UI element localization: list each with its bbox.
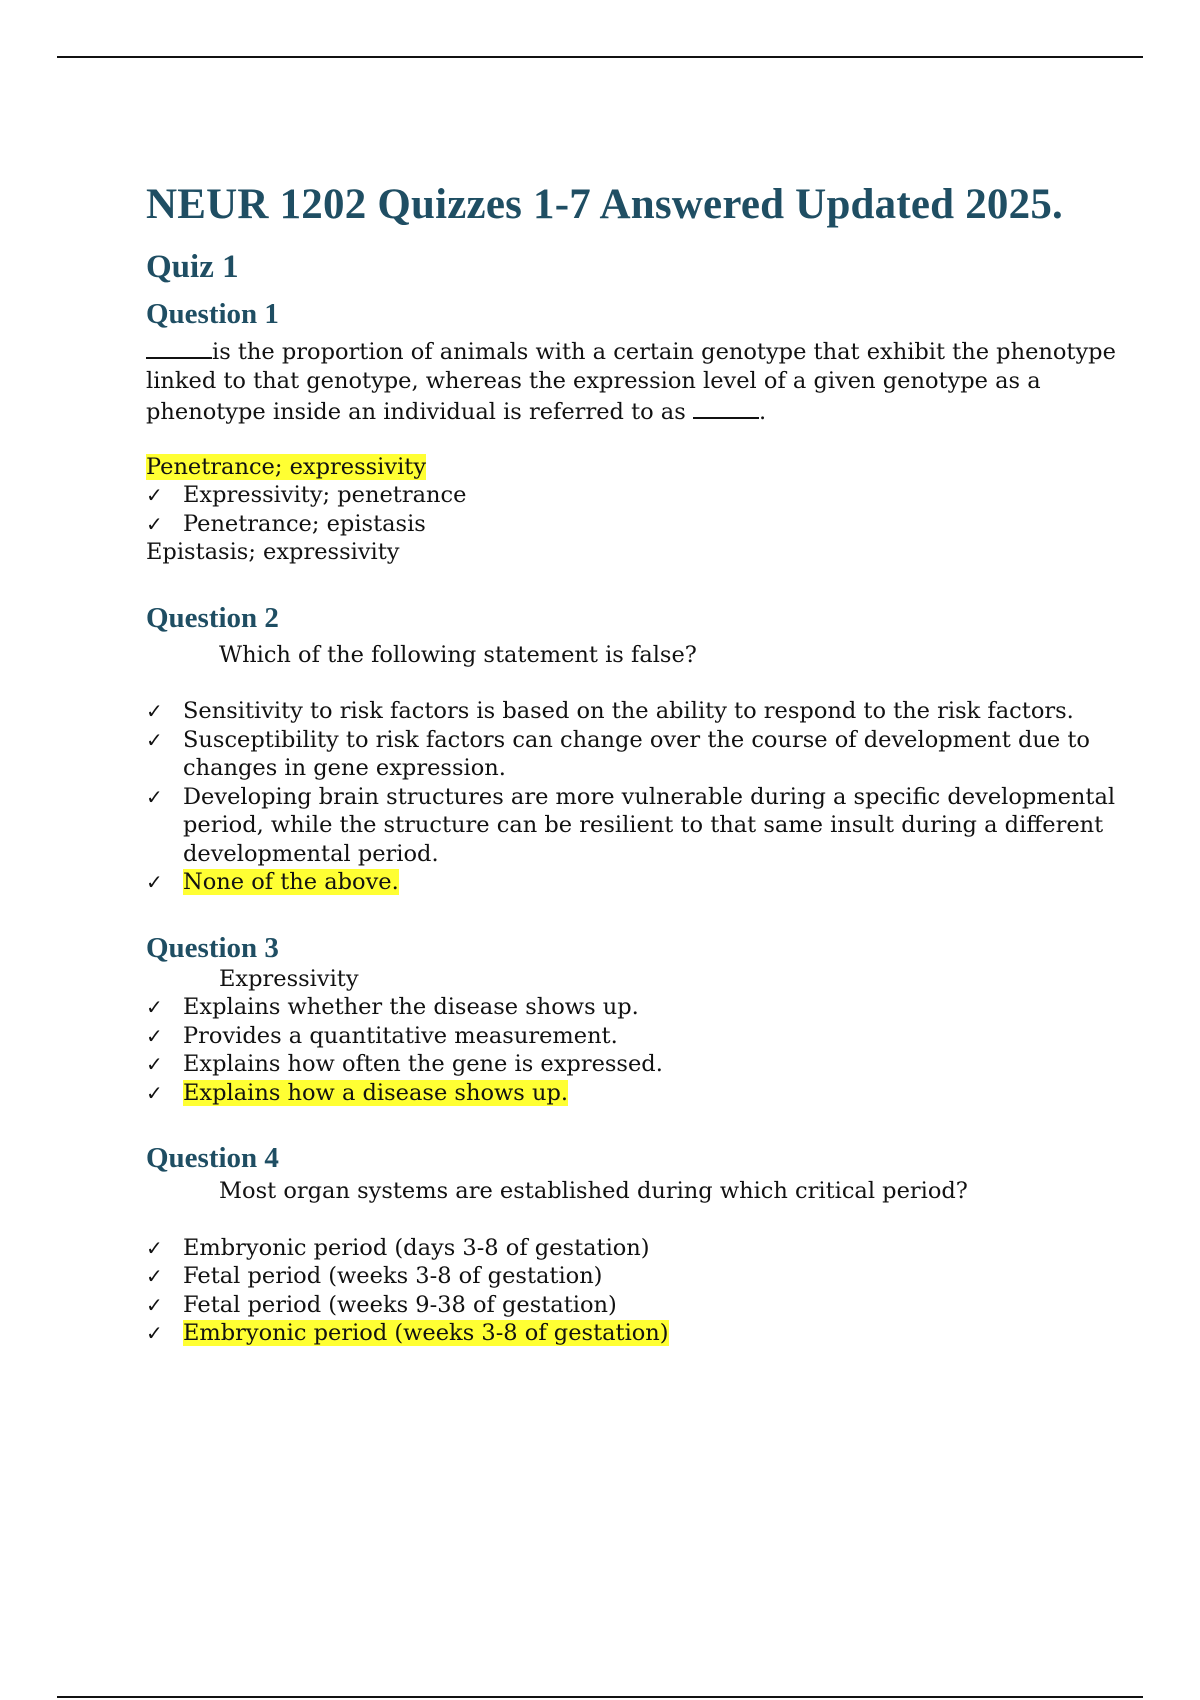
highlighted-answer: Penetrance; expressivity (146, 453, 427, 480)
checkmark-icon: ✓ (146, 784, 163, 809)
answer-options (146, 1234, 1136, 1348)
answer-option[interactable] (146, 868, 1136, 897)
checkmark-icon: ✓ (146, 727, 163, 752)
answer-label: Epistasis; expressivity (146, 539, 400, 565)
question-text-end: . (758, 399, 767, 425)
question-heading: Question 1 (146, 298, 279, 330)
checkmark-icon: ✓ (146, 995, 163, 1019)
question-prompt: Which of the following statement is false? (219, 641, 697, 668)
bottom-rule (57, 1696, 1143, 1698)
answer-option[interactable] (146, 1319, 1136, 1348)
answer-options (146, 993, 1136, 1107)
answer-blank (693, 395, 759, 419)
checkmark-icon: ✓ (146, 511, 163, 536)
question-text (146, 335, 1136, 427)
answer-option[interactable] (146, 993, 1136, 1022)
question-2 (146, 599, 1136, 897)
question-4 (146, 1139, 1136, 1348)
answer-label: Explains whether the disease shows up. (183, 994, 639, 1020)
answer-label: Explains how often the gene is expressed. (183, 1051, 663, 1077)
document-title: NEUR 1202 Quizzes 1-7 Answered Updated 2025. (146, 181, 1063, 228)
answer-option[interactable] (146, 1291, 1136, 1320)
checkmark-icon: ✓ (146, 1080, 163, 1105)
answer-label: Penetrance; epistasis (183, 510, 426, 537)
answer-option[interactable] (146, 1050, 1136, 1079)
highlighted-answer: Embryonic period (weeks 3-8 of gestation) (183, 1320, 669, 1346)
answer-label: Fetal period (weeks 9-38 of gestation) (183, 1291, 617, 1318)
checkmark-icon: ✓ (146, 1321, 163, 1345)
checkmark-icon: ✓ (146, 699, 163, 723)
answer-label: Sensitivity to risk factors is based on the ability to respond to the risk factors. (183, 698, 1074, 724)
highlighted-answer: None of the above. (183, 869, 399, 895)
checkmark-icon: ✓ (146, 1023, 163, 1048)
quiz-heading: Quiz 1 (146, 249, 239, 285)
answer-label: Fetal period (weeks 3-8 of gestation) (183, 1263, 603, 1289)
question-text-body: is the proportion of animals with a certain genotype that exhibit the phenotype linked to that genotype, whereas the expression level of a given genotype as a phenotype inside an individual is referred to as (146, 339, 1116, 425)
checkmark-icon: ✓ (146, 1235, 163, 1260)
answer-option[interactable] (146, 697, 1136, 726)
answer-options (146, 697, 1136, 897)
answer-label: Developing brain structures are more vulnerable during a specific developmental period, while the structure can be resilient to that same insult during a different developmental period. (183, 783, 1116, 867)
question-heading: Question 2 (146, 601, 279, 634)
answer-option[interactable] (146, 1079, 1136, 1108)
answer-option[interactable] (146, 453, 1136, 482)
question-3 (146, 929, 1136, 1108)
answer-blank (146, 335, 212, 359)
answer-label: Expressivity; penetrance (183, 482, 467, 508)
checkmark-icon: ✓ (146, 1264, 163, 1288)
checkmark-icon: ✓ (146, 870, 163, 894)
checkmark-icon: ✓ (146, 1052, 163, 1076)
answer-option[interactable] (146, 726, 1136, 783)
answer-label: Provides a quantitative measurement. (183, 1022, 618, 1049)
question-heading: Question 3 (146, 931, 279, 964)
answer-option[interactable] (146, 481, 1136, 510)
answer-option[interactable] (146, 510, 1136, 539)
answer-option[interactable] (146, 1262, 1136, 1291)
question-1 (146, 295, 1136, 567)
answer-option[interactable] (146, 1234, 1136, 1263)
question-prompt: Expressivity (219, 965, 359, 992)
top-rule (57, 56, 1143, 58)
checkmark-icon: ✓ (146, 1292, 163, 1317)
answer-option[interactable] (146, 783, 1136, 869)
answer-option[interactable] (146, 538, 1136, 567)
answer-option[interactable] (146, 1022, 1136, 1051)
question-heading: Question 4 (146, 1142, 279, 1174)
answer-label: Susceptibility to risk factors can change over the course of development due to changes in gene expression. (183, 726, 1090, 781)
question-prompt: Most organ systems are established during which critical period? (219, 1178, 968, 1204)
document-body (146, 178, 1136, 1348)
answer-options (146, 453, 1136, 567)
checkmark-icon: ✓ (146, 483, 163, 507)
answer-label: Embryonic period (days 3-8 of gestation) (183, 1234, 650, 1261)
highlighted-answer: Explains how a disease shows up. (183, 1079, 569, 1106)
